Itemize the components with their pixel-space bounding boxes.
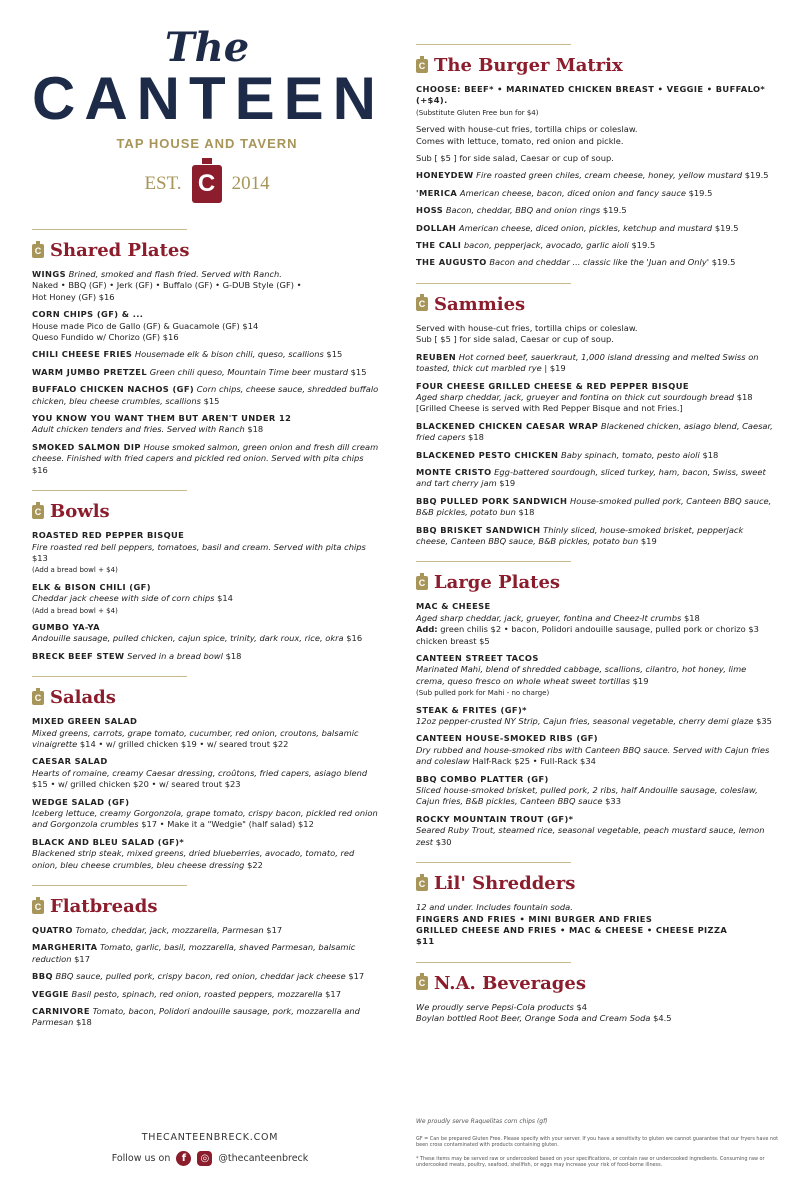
item-price: $30 — [435, 836, 452, 847]
c-icon: C — [416, 877, 428, 891]
divider — [416, 44, 571, 45]
sammies-intro — [416, 323, 776, 346]
burger-served — [416, 124, 776, 147]
section-title: Bowls — [50, 501, 110, 523]
section-title: Salads — [50, 687, 116, 709]
menu-item — [416, 421, 776, 444]
item-sub: (Sub pulled pork for Mahi - no charge) — [416, 689, 550, 698]
item-desc: Bacon, cheddar, BBQ and onion rings — [445, 205, 601, 216]
c-icon: C — [32, 244, 44, 258]
item-name: WARM JUMBO PRETZEL — [32, 366, 148, 377]
divider — [416, 862, 571, 863]
menu-item — [32, 349, 382, 360]
menu-item — [32, 413, 382, 436]
item-desc: Tomato, cheddar, jack, mozzarella, Parmesan — [75, 925, 264, 936]
menu-item — [32, 971, 382, 982]
item-desc: bacon, pepperjack, avocado, garlic aioli — [463, 240, 629, 251]
menu-item — [32, 582, 382, 616]
item-price: $15 — [326, 349, 343, 360]
item-price: $19.5 — [602, 205, 627, 216]
section-header — [32, 501, 382, 522]
menu-item — [416, 653, 776, 699]
item-price: $19.5 — [631, 240, 656, 251]
item-price: $19.5 — [714, 222, 739, 233]
item-price: $16 — [346, 633, 363, 644]
menu-item — [32, 651, 382, 662]
menu-item — [416, 352, 776, 375]
item-price: $17 — [74, 953, 90, 964]
sub-line: Sub [ $5 ] for side salad, Caesar or cup of soup. — [416, 334, 614, 345]
item-name: HOSS — [416, 205, 444, 216]
item-price: $17 — [325, 988, 341, 999]
item-name: BBQ BRISKET SANDWICH — [416, 524, 541, 535]
item-price: $35 — [756, 716, 772, 727]
menu-item — [32, 384, 382, 407]
item-desc: Iceberg lettuce, creamy Gorgonzola, grape tomato, crispy bacon, pickled red onion and Gorgonzola crumbles — [32, 808, 378, 830]
burger-intro — [416, 84, 776, 118]
section-title: Large Plates — [434, 572, 561, 594]
right-column — [416, 44, 776, 1039]
beverage-line: Boylan bottled Root Beer, Orange Soda and Cream Soda — [416, 1013, 651, 1024]
section-title: Flatbreads — [50, 896, 158, 918]
item-price: $19 — [632, 675, 649, 686]
item-desc: Seared Ruby Trout, steamed rice, seasonal vegetable, peach mustard sauce, lemon zest — [416, 825, 765, 847]
section-title: N.A. Beverages — [434, 972, 586, 994]
item-desc: Hearts of romaine, creamy Caesar dressing, croûtons, fried capers, asiago blend — [32, 767, 368, 778]
c-icon: C — [416, 976, 428, 990]
gf-disclaimer: GF = Can be prepared Gluten Free. Please specify with your server. If you have a sensitivity to gluten we cannot guarantee that our fryers have not been cross contaminated with products containing gluten. — [416, 1136, 778, 1149]
item-price: $15 • w/ grilled chicken $20 • w/ seared trout $23 — [32, 779, 241, 790]
item-desc: Adult chicken tenders and fries. Served with Ranch — [32, 424, 245, 435]
item-desc: Marinated Mahi, blend of shredded cabbage, scallions, cilantro, hot honey, lime crema, queso fresco on whole wheat sweet tortillas — [416, 664, 747, 686]
kids-line: GRILLED CHEESE AND FRIES • MAC & CHEESE • CHEESE PIZZA — [416, 924, 728, 935]
item-name: VEGGIE — [32, 988, 69, 999]
section-sammies — [416, 283, 776, 548]
item-price: $14 • w/ grilled chicken $19 • w/ seared trout $22 — [79, 738, 289, 749]
menu-item — [416, 705, 776, 728]
section-header — [416, 55, 776, 76]
menu-item — [32, 269, 382, 303]
logo-established — [32, 165, 382, 203]
menu-item — [416, 257, 776, 268]
section-header — [416, 572, 776, 593]
section-title: Sammies — [434, 293, 526, 315]
est-label: EST. — [144, 173, 182, 194]
item-name: MONTE CRISTO — [416, 466, 492, 477]
item-name: CARNIVORE — [32, 1006, 90, 1017]
item-name: CANTEEN HOUSE-SMOKED RIBS (GF) — [416, 733, 598, 744]
section-header — [32, 240, 382, 261]
item-desc: Fire roasted green chiles, cream cheese, honey, yellow mustard — [476, 170, 743, 181]
item-name: ROASTED RED PEPPER BISQUE — [32, 530, 185, 541]
item-name: BBQ PULLED PORK SANDWICH — [416, 495, 568, 506]
item-desc: Baby spinach, tomato, pesto aioli — [561, 449, 700, 460]
item-desc: House smoked salmon, green onion and fresh dill cream cheese. Finished with fried capers and pickled red onion. Served with pita chips — [32, 441, 379, 464]
item-name: ELK & BISON CHILI (GF) — [32, 581, 151, 592]
menu-item — [32, 756, 382, 790]
add-label: Add: — [416, 624, 438, 635]
footer — [100, 1132, 320, 1166]
item-name: BLACKENED CHICKEN CAESAR WRAP — [416, 420, 599, 431]
beverage-price: $4.5 — [653, 1013, 672, 1024]
menu-item — [32, 925, 382, 936]
item-desc: Andouille sausage, pulled chicken, cajun spice, trinity, dark roux, rice, okra — [32, 633, 344, 644]
item-price: $19.5 — [688, 187, 713, 198]
section-title: The Burger Matrix — [434, 55, 623, 76]
menu-item — [416, 496, 776, 519]
menu-item — [416, 170, 776, 181]
divider — [416, 283, 571, 284]
logo — [32, 24, 386, 203]
item-desc: Brined, smoked and flash fried. Served with Ranch. — [68, 269, 282, 279]
menu-item — [416, 240, 776, 251]
menu-item — [32, 530, 382, 576]
item-sub: (Add a bread bowl + $4) — [32, 606, 118, 615]
menu-item — [32, 442, 382, 476]
item-price: $19 — [640, 535, 657, 546]
item-desc: Sliced house-smoked brisket, pulled pork, 2 ribs, half Andouille sausage, coleslaw, Cajun fries, B&B pickles, Canteen BBQ sauce — [416, 785, 758, 807]
kids-note: 12 and under. Includes fountain soda. — [416, 902, 573, 913]
c-icon: C — [32, 505, 44, 519]
item-name: BBQ — [32, 971, 53, 982]
section-bowls — [32, 490, 382, 662]
menu-item — [416, 467, 776, 490]
website-link[interactable]: THECANTEENBRECK.COM — [141, 1132, 279, 1143]
item-name: THE CALI — [416, 240, 462, 251]
item-desc: American cheese, diced onion, pickles, ketchup and mustard — [458, 222, 713, 233]
menu-item — [416, 205, 776, 216]
item-price: $18 — [736, 391, 753, 402]
item-desc: Blackened strip steak, mixed greens, dried blueberries, avocado, tomato, red onion, bleu cheese crumbles, bleu cheese dressing — [32, 848, 355, 870]
item-name: SMOKED SALMON DIP — [32, 441, 141, 452]
social-handle[interactable]: @thecanteenbreck — [218, 1153, 309, 1164]
item-price: $18 — [518, 507, 535, 518]
item-price: | $19 — [544, 363, 566, 374]
menu-item — [416, 525, 776, 548]
item-desc: Tomato, garlic, basil, mozzarella, shaved Parmesan, balsamic reduction — [32, 942, 356, 964]
item-price: $17 — [348, 971, 365, 982]
divider — [416, 561, 571, 562]
menu-item — [32, 942, 382, 965]
item-name: YOU KNOW YOU WANT THEM BUT AREN'T UNDER 12 — [32, 413, 292, 424]
item-price: $19.5 — [711, 257, 736, 268]
section-title: Lil' Shredders — [434, 873, 576, 895]
item-desc: American cheese, bacon, diced onion and fancy sauce — [459, 187, 686, 198]
add-options: green chilis $2 • bacon, Polidori andouille sausage, pulled pork or chorizo $3 chicken breast $5 — [416, 624, 759, 646]
menu-item — [416, 381, 776, 415]
menu-item — [416, 223, 776, 234]
left-column — [32, 24, 386, 1043]
item-price: $13 — [32, 552, 48, 563]
item-desc: Thinly sliced, house-smoked brisket, pepperjack cheese, Canteen BBQ sauce, B&B pickles, potato bun — [416, 524, 744, 546]
item-name: WEDGE SALAD (GF) — [32, 796, 130, 807]
gf-bun-note: (Substitute Gluten Free bun for $4) — [416, 108, 539, 117]
section-na-beverages — [416, 962, 776, 1025]
section-flatbreads — [32, 885, 382, 1029]
est-year: 2014 — [231, 173, 270, 194]
section-lil-shredders — [416, 862, 776, 948]
item-price: $18 — [247, 424, 264, 435]
item-desc: Green chili queso, Mountain Time beer mustard — [149, 366, 349, 377]
item-desc: Corn chips, cheese sauce, shredded buffalo chicken, bleu cheese crumbles, scallions — [32, 384, 379, 406]
facebook-icon[interactable]: f — [176, 1151, 191, 1166]
item-name: ROCKY MOUNTAIN TROUT (GF)* — [416, 813, 574, 824]
section-shared-plates — [32, 229, 382, 476]
raw-disclaimer: * These items may be served raw or undercooked based on your specifications, or contain raw or undercooked ingredients. Consuming raw or undercooked meats, poultry, seafood, shellfish, or eggs may increase your risk of food-borne illness. — [416, 1156, 765, 1169]
item-line: Hot Honey (GF) $16 — [32, 291, 115, 302]
beverage-line: We proudly serve Pepsi-Cola products — [416, 1001, 574, 1012]
item-price: $14 — [217, 593, 233, 604]
section-burger-matrix — [416, 44, 776, 269]
item-desc: Egg-battered sourdough, sliced turkey, ham, bacon, Swiss, sweet and tart cherry jam — [416, 466, 766, 489]
divider — [416, 962, 571, 963]
item-name: BBQ COMBO PLATTER (GF) — [416, 773, 549, 784]
item-price: $16 — [32, 464, 48, 475]
section-header — [416, 294, 776, 315]
item-name: BLACKENED PESTO CHICKEN — [416, 449, 559, 460]
item-line: Queso Fundido w/ Chorizo (GF) $16 — [32, 332, 179, 343]
section-salads — [32, 676, 382, 871]
c-icon: C — [32, 900, 44, 914]
social-row — [100, 1151, 320, 1166]
item-name: CHILI CHEESE FRIES — [32, 349, 133, 360]
logo-the: The — [164, 24, 250, 71]
item-desc: Dry rubbed and house-smoked ribs with Canteen BBQ sauce. Served with Cajun fries and coleslaw — [416, 744, 770, 767]
menu-item — [416, 733, 776, 767]
section-header — [32, 687, 382, 708]
menu-item — [32, 367, 382, 378]
item-sub: (Add a bread bowl + $4) — [32, 566, 118, 575]
divider — [32, 229, 187, 230]
item-desc: Served in a bread bowl — [127, 650, 223, 661]
menu-item — [32, 622, 382, 645]
menu-item — [416, 188, 776, 199]
item-desc: Bacon and cheddar ... classic like the 'Juan and Only' — [489, 257, 710, 268]
item-desc: Fire roasted red bell peppers, tomatoes, basil and cream. Served with pita chips — [32, 541, 366, 552]
menu-item — [32, 797, 382, 831]
item-name: CORN CHIPS (GF) & ... — [32, 309, 144, 320]
item-desc: House-smoked pulled pork, Canteen BBQ sauce, B&B pickles, potato bun — [416, 495, 772, 518]
item-desc: Housemade elk & bison chili, queso, scallions — [134, 349, 324, 360]
item-name: FOUR CHEESE GRILLED CHEESE & RED PEPPER BISQUE — [416, 380, 689, 391]
section-large-plates — [416, 561, 776, 848]
divider — [32, 676, 187, 677]
item-price: $18 — [683, 612, 700, 623]
choose-line: CHOOSE: BEEF* • MARINATED CHICKEN BREAST • VEGGIE • BUFFALO* (+$4). — [416, 84, 766, 106]
item-name: MIXED GREEN SALAD — [32, 716, 138, 727]
item-desc: Aged sharp cheddar, jack, grueyer and fontina on thick cut sourdough bread — [416, 391, 735, 402]
c-icon: C — [416, 297, 428, 311]
item-name: MAC & CHEESE — [416, 601, 491, 612]
item-price: $18 — [225, 650, 242, 661]
menu-item — [32, 309, 382, 343]
menu-item — [416, 774, 776, 808]
item-desc: Aged sharp cheddar, jack, grueyer, fontina and Cheez-It crumbs — [416, 612, 682, 623]
section-header — [416, 873, 776, 894]
item-price: $15 — [350, 366, 367, 377]
c-icon: C — [32, 691, 44, 705]
c-badge-icon: C — [192, 165, 222, 203]
beverage-list — [416, 1002, 776, 1025]
item-name: STEAK & FRITES (GF)* — [416, 704, 527, 715]
kids-price: $11 — [416, 936, 435, 947]
item-name: THE AUGUSTO — [416, 257, 487, 268]
item-desc: Mixed greens, carrots, grape tomato, cucumber, red onion, croutons, balsamic vinaigrette — [32, 727, 359, 749]
item-desc: Hot corned beef, sauerkraut, 1,000 island dressing and melted Swiss on toasted, thick cut marbled rye — [416, 351, 759, 374]
item-name: CAESAR SALAD — [32, 756, 108, 767]
menu-item — [32, 989, 382, 1000]
kids-line: FINGERS AND FRIES • MINI BURGER AND FRIES — [416, 913, 653, 924]
menu-item — [416, 450, 776, 461]
section-header — [416, 973, 776, 994]
item-desc: Tomato, bacon, Polidori andouille sausage, pork, mozzarella and Parmesan — [32, 1006, 360, 1028]
menu-item — [416, 601, 776, 647]
item-name: REUBEN — [416, 351, 457, 362]
item-price: $15 — [203, 395, 220, 406]
item-line: Naked • BBQ (GF) • Jerk (GF) • Buffalo (GF) • G-DUB Style (GF) • — [32, 280, 302, 291]
item-desc: Basil pesto, spinach, red onion, roasted peppers, mozzarella — [71, 988, 323, 999]
menu-item — [32, 1006, 382, 1029]
served-line: Served with house-cut fries, tortilla chips or coleslaw. — [416, 124, 638, 135]
item-name: CANTEEN STREET TACOS — [416, 653, 539, 663]
item-name: QUATRO — [32, 925, 73, 936]
divider — [32, 490, 187, 491]
burger-sub: Sub [ $5 ] for side salad, Caesar or cup of soup. — [416, 153, 614, 164]
item-name: BUFFALO CHICKEN NACHOS (GF) — [32, 384, 195, 395]
served-line: Comes with lettuce, tomato, red onion and pickle. — [416, 135, 624, 146]
item-price: $19.5 — [744, 170, 769, 181]
menu-item — [32, 716, 382, 750]
item-price: $22 — [247, 859, 263, 870]
item-desc: BBQ sauce, pulled pork, crispy bacon, red onion, cheddar jack cheese — [55, 971, 346, 982]
section-header — [32, 896, 382, 917]
corn-chips-note: We proudly serve Raquelitas corn chips (gf) — [416, 1118, 548, 1125]
beverage-price: $4 — [576, 1001, 588, 1012]
item-price: $18 — [468, 432, 484, 443]
item-name: BRECK BEEF STEW — [32, 650, 125, 661]
c-icon: C — [416, 59, 428, 73]
kids-menu — [416, 902, 776, 948]
served-line: Served with house-cut fries, tortilla chips or coleslaw. — [416, 322, 638, 333]
logo-tagline: TAP HOUSE AND TAVERN — [116, 136, 298, 151]
item-note: [Grilled Cheese is served with Red Pepper Bisque and not Fries.] — [416, 403, 683, 414]
divider — [32, 885, 187, 886]
item-price: $17 — [266, 925, 283, 936]
c-icon: C — [416, 576, 428, 590]
item-name: DOLLAH — [416, 222, 457, 233]
item-name: GUMBO YA-YA — [32, 621, 100, 632]
item-price: $18 — [76, 1017, 92, 1028]
item-price: $19 — [499, 478, 516, 489]
item-name: 'MERICA — [416, 187, 458, 198]
item-desc: Blackened chicken, asiago blend, Caesar, fried capers — [416, 420, 773, 443]
item-name: MARGHERITA — [32, 942, 98, 953]
item-price: $33 — [605, 796, 621, 807]
item-desc: Cheddar jack cheese with side of corn chips — [32, 593, 215, 604]
menu-item — [416, 814, 776, 848]
item-price: $18 — [702, 449, 719, 460]
item-name: HONEYDEW — [416, 170, 474, 181]
item-name: WINGS — [32, 269, 66, 279]
item-desc: 12oz pepper-crusted NY Strip, Cajun fries, seasonal vegetable, cherry demi glaze — [416, 716, 754, 727]
instagram-icon[interactable]: ◎ — [197, 1151, 212, 1166]
item-line: House made Pico de Gallo (GF) & Guacamole (GF) $14 — [32, 320, 259, 331]
item-price: Half-Rack $25 • Full-Rack $34 — [472, 756, 596, 767]
section-title: Shared Plates — [50, 240, 190, 261]
item-price: $17 • Make it a "Wedgie" (half salad) $12 — [141, 819, 314, 830]
menu-item — [32, 837, 382, 871]
follow-label: Follow us on — [111, 1153, 171, 1164]
logo-canteen: CANTEEN — [32, 65, 386, 132]
item-name: BLACK AND BLEU SALAD (GF)* — [32, 836, 185, 847]
